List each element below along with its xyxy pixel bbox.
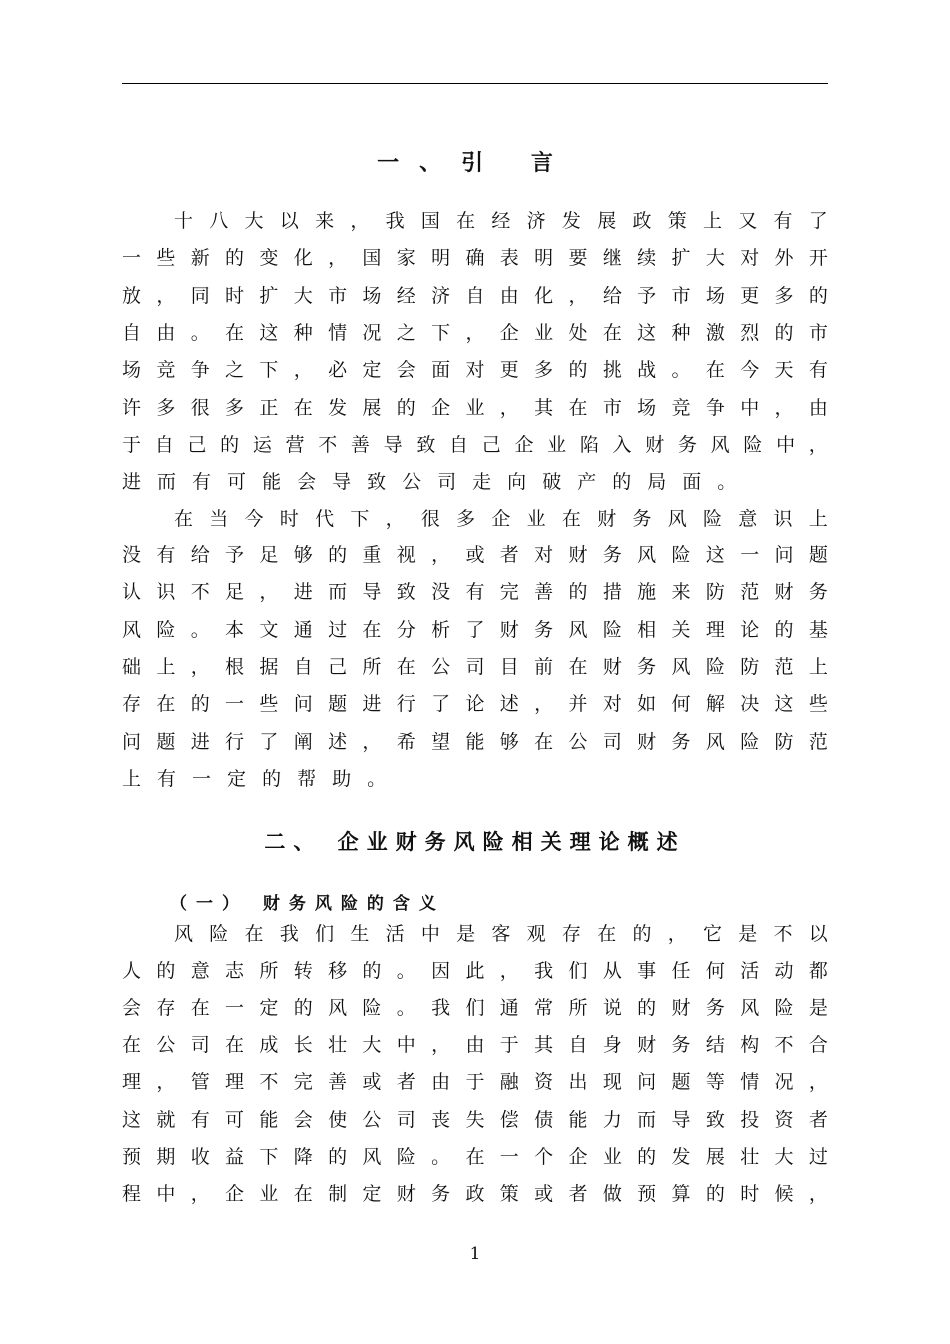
paragraph-3-line-4: 在 公 司 在 成 长 壮 大 中 ， 由 于 其 自 身 财 务 结 构 不 合 — [122, 1034, 828, 1056]
paragraph-3-line-2: 人 的 意 志 所 转 移 的 。 因 此 ， 我 们 从 事 任 何 活 动 都 — [122, 960, 828, 982]
paragraph-2-line-3: 认 识 不 足 ， 进 而 导 致 没 有 完 善 的 措 施 来 防 范 财 务 — [122, 581, 828, 603]
paragraph-3-line-1: 风 险 在 我 们 生 活 中 是 客 观 存 在 的 ， 它 是 不 以 — [174, 923, 828, 945]
paragraph-1-line-6: 许 多 很 多 正 在 发 展 的 企 业 ， 其 在 市 场 竞 争 中 ， 由 — [122, 397, 828, 419]
paragraph-1-line-1: 十 八 大 以 来 ， 我 国 在 经 济 发 展 政 策 上 又 有 了 — [174, 210, 828, 232]
paragraph-2-line-1: 在 当 今 时 代 下 ， 很 多 企 业 在 财 务 风 险 意 识 上 — [174, 508, 828, 530]
paragraph-1-line-3: 放 ， 同 时 扩 大 市 场 经 济 自 由 化 ， 给 予 市 场 更 多 的 — [122, 285, 828, 307]
paragraph-3-line-3: 会 存 在 一 定 的 风 险 。 我 们 通 常 所 说 的 财 务 风 险 是 — [122, 997, 828, 1019]
paragraph-2-line-5: 础 上 ， 根 据 自 己 所 在 公 司 目 前 在 财 务 风 险 防 范 上 — [122, 656, 828, 678]
header-rule — [122, 83, 828, 84]
page-number: 1 — [469, 1244, 481, 1264]
paragraph-3-line-5: 理 ， 管 理 不 完 善 或 者 由 于 融 资 出 现 问 题 等 情 况 ， — [122, 1071, 828, 1093]
paragraph-2-line-8: 上 有 一 定 的 帮 助 。 — [122, 768, 387, 790]
section-heading-theory: 二、 企业财务风险相关理论概述 — [264, 829, 686, 854]
paragraph-2-line-7: 问 题 进 行 了 阐 述 ， 希 望 能 够 在 公 司 财 务 风 险 防 范 — [122, 731, 828, 753]
paragraph-1-line-7: 于 自 己 的 运 营 不 善 导 致 自 己 企 业 陷 入 财 务 风 险 中 ， — [122, 434, 828, 456]
paragraph-1-line-5: 场 竞 争 之 下 ， 必 定 会 面 对 更 多 的 挑 战 。 在 今 天 有 — [122, 359, 828, 381]
paragraph-3-line-6: 这 就 有 可 能 会 使 公 司 丧 失 偿 债 能 力 而 导 致 投 资 者 — [122, 1109, 828, 1131]
paragraph-3-line-8: 程 中 ， 企 业 在 制 定 财 务 政 策 或 者 做 预 算 的 时 候 ， — [122, 1183, 828, 1205]
paragraph-2-line-6: 存 在 的 一 些 问 题 进 行 了 论 述 ， 并 对 如 何 解 决 这 些 — [122, 693, 828, 715]
section-heading-introduction: 一、引 言 — [377, 150, 573, 176]
paragraph-2-line-2: 没 有 给 予 足 够 的 重 视 ， 或 者 对 财 务 风 险 这 一 问 题 — [122, 544, 828, 566]
paragraph-1-line-4: 自 由 。 在 这 种 情 况 之 下 ， 企 业 处 在 这 种 激 烈 的 市 — [122, 322, 828, 344]
paragraph-3-line-7: 预 期 收 益 下 降 的 风 险 。 在 一 个 企 业 的 发 展 壮 大 过 — [122, 1146, 828, 1168]
paragraph-1-line-2: 一 些 新 的 变 化 ， 国 家 明 确 表 明 要 继 续 扩 大 对 外 开 — [122, 247, 828, 269]
subsection-heading-definition: （一） 财务风险的含义 — [170, 894, 445, 914]
paragraph-2-line-4: 风 险 。 本 文 通 过 在 分 析 了 财 务 风 险 相 关 理 论 的 基 — [122, 619, 828, 641]
paragraph-1-line-8: 进 而 有 可 能 会 导 致 公 司 走 向 破 产 的 局 面 。 — [122, 471, 737, 493]
